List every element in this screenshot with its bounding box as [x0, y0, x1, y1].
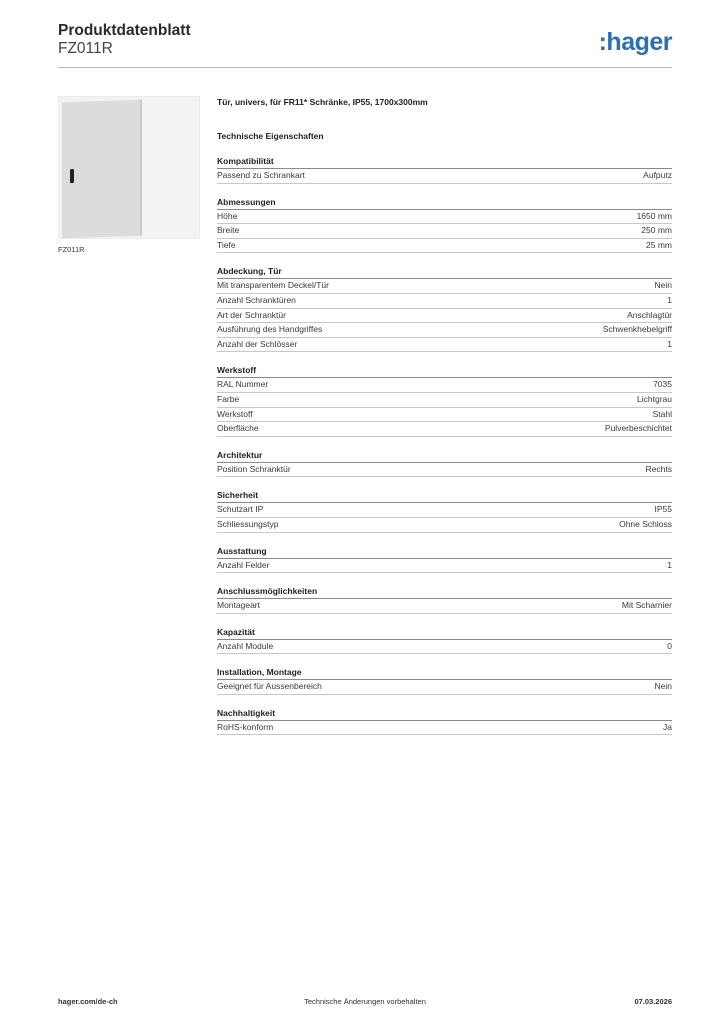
spec-value: 1	[667, 559, 672, 570]
spec-value: Ja	[663, 721, 672, 732]
spec-row	[217, 518, 672, 533]
product-code: FZ011R	[58, 40, 113, 57]
spec-value: 7035	[653, 379, 672, 390]
spec-value: 1	[667, 294, 672, 305]
spec-value: Ohne Schloss	[619, 518, 672, 529]
spec-label: Position Schranktür	[217, 463, 291, 474]
spec-value: 1650 mm	[636, 210, 672, 221]
spec-section	[217, 449, 672, 478]
spec-section	[217, 265, 672, 352]
spec-label: Ausführung des Handgriffes	[217, 324, 323, 335]
spec-row	[217, 393, 672, 408]
door-handle-picture	[70, 169, 74, 183]
spec-label: Montageart	[217, 600, 260, 611]
spec-label: RoHS-konform	[217, 721, 274, 732]
spec-label: Anzahl Schranktüren	[217, 294, 296, 305]
spec-section	[217, 585, 672, 614]
spec-label: Anzahl Module	[217, 640, 274, 651]
image-caption: FZ011R	[58, 245, 85, 254]
spec-label: Passend zu Schrankart	[217, 170, 305, 180]
spec-value: Pulverbeschichtet	[604, 423, 672, 434]
section-title: Anschlussmöglichkeiten	[217, 585, 672, 599]
hager-logo: :hager	[598, 28, 672, 56]
spec-label: Mit transparentem Deckel/Tür	[217, 280, 329, 291]
footer-notice: Technische Änderungen vorbehalten	[304, 997, 426, 1006]
section-title: Abdeckung, Tür	[217, 265, 672, 279]
spec-label: Anzahl der Schlösser	[217, 338, 298, 349]
spec-row	[217, 309, 672, 324]
spec-value: Aufputz	[643, 170, 672, 180]
spec-label: Breite	[217, 225, 240, 236]
spec-label: Geeignet für Aussenbereich	[217, 681, 322, 692]
spec-sections	[217, 155, 672, 735]
spec-label: Anzahl Felder	[217, 559, 270, 570]
spec-row	[217, 210, 672, 225]
spec-value: Rechts	[645, 463, 672, 474]
spec-value: Mit Scharnier	[621, 600, 672, 611]
spec-value: IP55	[654, 504, 672, 515]
spec-row	[217, 224, 672, 239]
spec-section	[217, 626, 672, 655]
spec-row	[217, 463, 672, 478]
spec-section	[217, 707, 672, 736]
spec-section	[217, 489, 672, 532]
spec-label: Schutzart IP	[217, 504, 264, 515]
section-title: Kompatibilität	[217, 155, 672, 169]
spec-value: Stahl	[652, 408, 672, 419]
spec-value: Schwenkhebelgriff	[602, 324, 672, 335]
spec-value: 25 mm	[646, 239, 672, 250]
spec-row	[217, 503, 672, 518]
spec-row	[217, 169, 672, 184]
document-title: Produktdatenblatt	[58, 22, 191, 39]
product-image	[58, 96, 200, 239]
spec-row	[217, 640, 672, 655]
door-panel-picture	[62, 100, 142, 239]
spec-value: Nein	[654, 280, 672, 291]
spec-section	[217, 545, 672, 574]
section-title: Sicherheit	[217, 489, 672, 503]
spec-row	[217, 294, 672, 309]
spec-label: Farbe	[217, 393, 240, 404]
product-description: Tür, univers, für FR11* Schränke, IP55, 1700x300mm	[217, 97, 428, 107]
document-header	[58, 22, 191, 58]
spec-row	[217, 323, 672, 338]
spec-row	[217, 680, 672, 695]
spec-row	[217, 279, 672, 294]
spec-section	[217, 155, 672, 184]
spec-label: Höhe	[217, 210, 238, 221]
spec-row	[217, 408, 672, 423]
footer-website: hager.com/de-ch	[58, 997, 118, 1006]
spec-row	[217, 378, 672, 393]
section-title: Ausstattung	[217, 545, 672, 559]
header-divider	[58, 67, 672, 68]
spec-label: Oberfläche	[217, 423, 259, 434]
spec-section	[217, 364, 672, 436]
section-title: Werkstoff	[217, 364, 672, 378]
spec-row	[217, 721, 672, 736]
spec-section	[217, 666, 672, 695]
section-title: Architektur	[217, 449, 672, 463]
spec-content	[217, 96, 672, 747]
spec-row	[217, 338, 672, 353]
spec-label: Werkstoff	[217, 408, 253, 419]
spec-label: RAL Nummer	[217, 379, 269, 390]
spec-label: Tiefe	[217, 239, 236, 250]
section-title: Nachhaltigkeit	[217, 707, 672, 721]
spec-value: 250 mm	[641, 225, 672, 236]
spec-value: Anschlagtür	[627, 309, 672, 320]
spec-row	[217, 422, 672, 437]
spec-row	[217, 559, 672, 574]
spec-label: Schliessungstyp	[217, 518, 279, 529]
spec-section	[217, 196, 672, 254]
spec-row	[217, 599, 672, 614]
section-title: Abmessungen	[217, 196, 672, 210]
spec-value: Nein	[654, 681, 672, 692]
section-title: Installation, Montage	[217, 666, 672, 680]
section-title: Kapazität	[217, 626, 672, 640]
tech-properties-heading: Technische Eigenschaften	[217, 131, 324, 141]
spec-value: Lichtgrau	[637, 393, 672, 404]
spec-value: 1	[667, 338, 672, 349]
spec-label: Art der Schranktür	[217, 309, 286, 320]
footer-date: 07.03.2026	[634, 997, 672, 1006]
spec-value: 0	[667, 640, 672, 651]
spec-row	[217, 239, 672, 254]
